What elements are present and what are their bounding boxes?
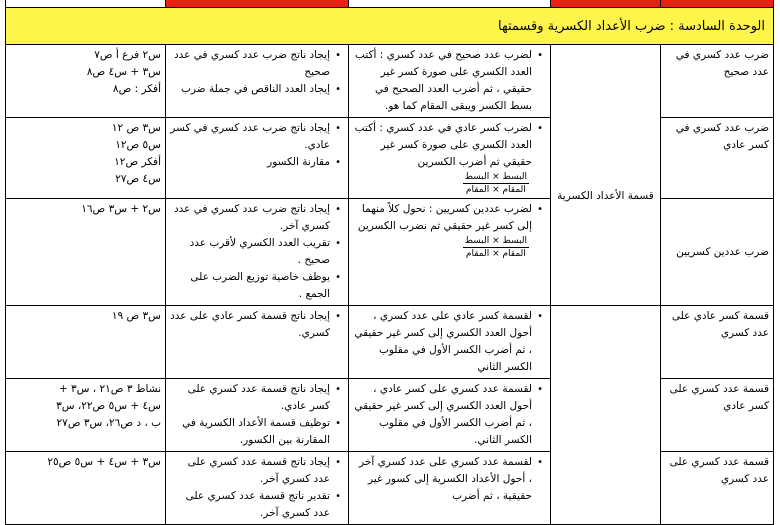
- method-text: لضرب كسر عادي في عدد كسري : أكتب العدد الكسري على صورة كسر غير حقيقي ثم أضرب الكسرين: [354, 122, 532, 168]
- method-text: • لقسمة عدد كسري على كسر عادي ، أحول العدد الكسري إلى كسر غير حقيقي ، ثم أضرب الكسر الأول في مقلوب الكسر الثاني.: [353, 381, 532, 449]
- lesson-topic: ضرب عدد كسري في كسر عادي: [661, 118, 774, 199]
- objective-item: • مقارنة الكسور: [170, 154, 330, 171]
- pages-cell: [6, 118, 166, 199]
- objective-item: • إيجاد ناتج قسمة كسر عادي على عدد كسري.: [170, 308, 330, 342]
- lesson-topic: قسمة عدد كسري على كسر عادي: [661, 379, 774, 452]
- objectives-cell: [166, 199, 349, 306]
- objectives-cell: [166, 452, 349, 525]
- lesson-topic: قسمة عدد كسري على عدد كسري: [661, 452, 774, 525]
- section-name: [551, 190, 661, 525]
- lesson-topic: قسمة كسر عادي على عدد كسري: [661, 306, 774, 379]
- pages-cell: [6, 379, 166, 452]
- header-strip: [6, 0, 774, 8]
- objective-item: • توظيف قسمة الأعداد الكسرية في المقارنة بين الكسور.: [170, 415, 330, 449]
- method-cell: [349, 118, 551, 199]
- page-ref: ب ، د ص٢٦، س٣ ص٢٧: [56, 417, 161, 429]
- objectives-cell: [166, 379, 349, 452]
- method-text: • لقسمة كسر عادي على عدد كسري ، أحول العدد الكسري إلى كسر غير حقيقي ، ثم أضرب الكسر الأول في مقلوب الكسر الثاني: [353, 308, 532, 376]
- pages-cell: [6, 199, 166, 306]
- method-text: • لقسمة عدد كسري على عدد كسري آخر ، أحول الأعداد الكسرية إلى كسور غير حقيقية ، ثم أضرب: [353, 454, 532, 505]
- fraction-numerator: البسط × البسط: [464, 172, 527, 182]
- page-ref: س٢ فرع أ ص٧: [94, 49, 161, 61]
- page-ref: أفكر : ص٨: [112, 83, 161, 95]
- objective-item: • إيجاد ناتج قسمة عدد كسري على عدد كسري آخر.: [170, 454, 330, 488]
- method-cell: [349, 452, 551, 525]
- section-label: قسمة الأعداد الكسرية: [557, 190, 654, 202]
- objectives-cell: [166, 306, 349, 379]
- fraction-formula: [463, 171, 529, 196]
- objective-item: • إيجاد ناتج ضرب عدد كسري في كسر عادي.: [170, 120, 330, 154]
- objective-item: • إيجاد ناتج ضرب عدد كسري في عدد كسري آخر.: [170, 201, 330, 235]
- objective-item: • تقدير ناتج قسمة عدد كسري على عدد كسري آخر.: [170, 488, 330, 522]
- objective-item: • يوظف خاصية توزيع الضرب على الجمع .: [170, 269, 330, 303]
- page-ref: س٣ ص ١٩: [111, 310, 161, 322]
- pages-cell: [6, 45, 166, 118]
- objective-item: • إيجاد ناتج ضرب عدد كسري في عدد صحيح: [170, 47, 330, 81]
- pages-cell: [6, 306, 166, 379]
- objective-item: • إيجاد العدد الناقص في جملة ضرب: [170, 81, 330, 98]
- method-text: لضرب عددين كسريين : نحول كلاً منهما إلى كسر غير حقيقي ثم نضرب الكسرين: [357, 203, 532, 232]
- unit-title: الوحدة السادسة : ضرب الأعداد الكسرية وقسمتها: [6, 8, 774, 45]
- page-ref: س٣ + س٤ ص٨: [86, 66, 161, 78]
- method-cell: [349, 306, 551, 379]
- fraction-denominator: المقام × المقام: [465, 185, 526, 195]
- curriculum-table: [5, 0, 774, 525]
- lesson-topic: ضرب عدد كسري في عدد صحيح: [661, 45, 774, 118]
- objectives-cell: [166, 45, 349, 118]
- objectives-cell: [166, 118, 349, 199]
- table-row: [6, 306, 774, 379]
- method-cell: [349, 199, 551, 306]
- table-row: [6, 45, 774, 118]
- page-ref: س٣ ص ١٢: [111, 122, 161, 134]
- method-cell: [349, 379, 551, 452]
- pages-cell: [6, 452, 166, 525]
- page-ref: س٤ + س٥ ص٢٢، س٣: [56, 400, 161, 412]
- objective-item: • تقريب العدد الكسري لأقرب عدد صحيح .: [170, 235, 330, 269]
- page-ref: أفكر ص١٢: [114, 156, 161, 168]
- fraction-formula: [463, 235, 529, 260]
- section-name: [551, 45, 661, 306]
- page-ref: نشاط ٣ ص٢١ ، س٣ +: [58, 383, 161, 395]
- page-ref: س٢ + س٣ ص١٦: [81, 203, 161, 215]
- fraction-denominator: المقام × المقام: [465, 249, 526, 259]
- page-ref: س٥ ص١٢: [115, 139, 161, 151]
- page-ref: س٣ + س٤ + س٥ ص٢٥: [47, 456, 161, 468]
- fraction-numerator: البسط × البسط: [464, 236, 527, 246]
- method-text: • لضرب عدد صحيح في عدد كسري : أكتب العدد الكسري على صورة كسر غير حقيقي ، ثم أضرب العدد الصحيح في بسط الكسر ويبقى المقام كما هو.: [353, 47, 532, 115]
- page-ref: س٤ ص٢٧: [115, 173, 161, 185]
- objective-item: • إيجاد ناتج قسمة عدد كسري على كسر عادي.: [170, 381, 330, 415]
- lesson-topic: ضرب عددين كسريين: [661, 199, 774, 306]
- method-cell: [349, 45, 551, 118]
